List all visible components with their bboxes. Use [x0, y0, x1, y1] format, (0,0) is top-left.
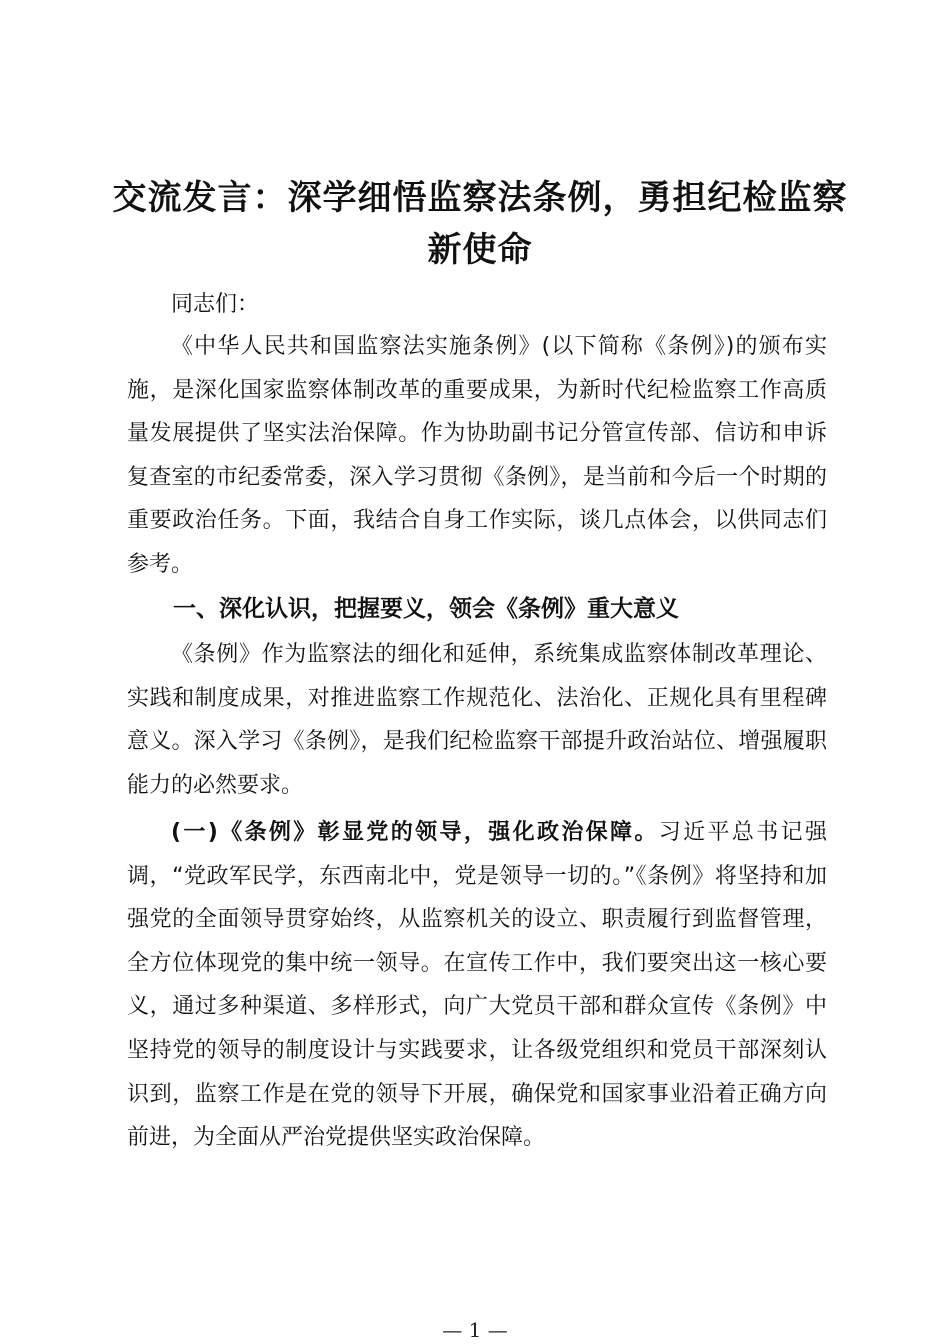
paragraph-subsection-1: [127, 811, 827, 1160]
document-title: 交流发言：深学细悟监察法条例，勇担纪检监察新使命: [112, 178, 848, 270]
paragraph-intro: 《中华人民共和国监察法实施条例》(以下简称《条例》)的颁布实施，是深化国家监察体制改革的重要成果，为新时代纪检监察工作高质量发展提供了坚实法治保障。作为协助副书记分管宣传部、信访和申诉复查室的市纪委常委，深入学习贯彻《条例》，是当前和今后一个时期的重要政治任务。下面，我结合自身工作实际，谈几点体会，以供同志们参考。: [127, 334, 827, 577]
subsection-body: 习近平总书记强调，“党政军民学，东西南北中，党是领导一切的。”《条例》将坚持和加强党的全面领导贯穿始终，从监察机关的设立、职责履行到监督管理，全方位体现党的集中统一领导。在宣传工作中，我们要突出这一核心要义，通过多种渠道、多样形式，向广大党员干部和群众宣传《条例》中坚持党的领导的制度设计与实践要求，让各级党组织和党员干部深刻认识到，监察工作是在党的领导下开展，确保党和国家事业沿着正确方向前进，为全面从严治党提供坚实政治保障。: [127, 820, 827, 1151]
section-heading-1: 一、深化认识，把握要义，领会《条例》重大意义: [173, 596, 679, 622]
page-number: — 1 —: [442, 1318, 508, 1342]
salutation: 同志们：: [171, 292, 260, 317]
subsection-lead: (一)《条例》彰显党的领导，强化政治保障。: [171, 820, 659, 845]
paragraph-section-1: 《条例》作为监察法的细化和延伸，系统集成监察体制改革理论、实践和制度成果，对推进监察工作规范化、法治化、正规化具有里程碑意义。深入学习《条例》，是我们纪检监察干部提升政治站位、增强履职能力的必然要求。: [127, 642, 827, 798]
